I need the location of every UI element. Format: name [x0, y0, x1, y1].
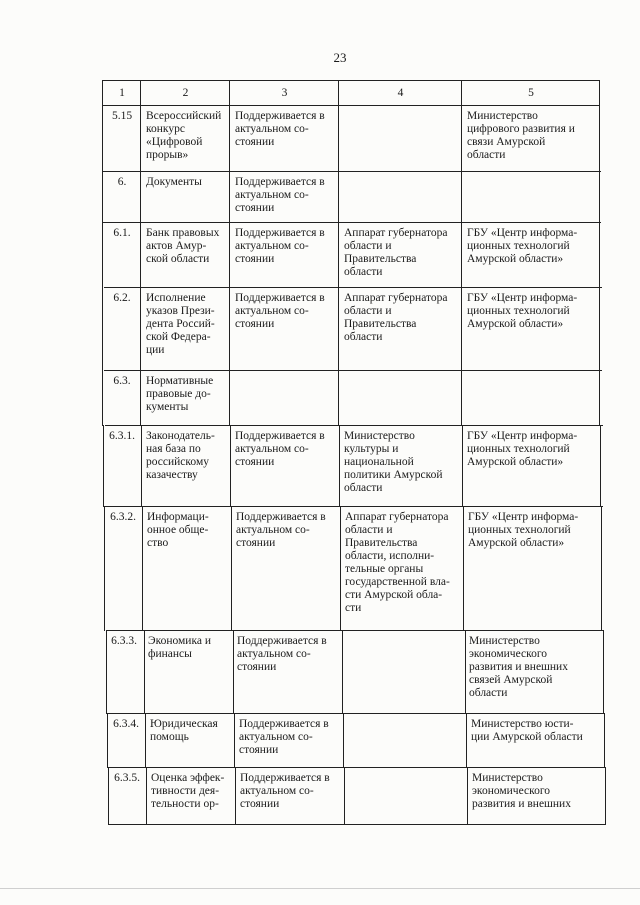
executor-cell: Аппарат губернатора области и Правительства области — [344, 292, 448, 343]
table-row-line — [103, 171, 601, 172]
table-column-line — [102, 370, 103, 426]
table-column-line — [229, 171, 230, 223]
status-cell: Поддерживается в актуальном со- стоянии — [240, 772, 330, 810]
row-number-cell: 6.3.5. — [114, 772, 140, 784]
table-column-line — [461, 171, 462, 223]
name-cell: Экономика и финансы — [148, 635, 212, 660]
column-header: 2 — [182, 87, 189, 99]
table-row-line — [102, 105, 600, 106]
table-row-line — [105, 506, 603, 507]
table-column-line — [234, 713, 235, 768]
row-number-cell: 6. — [117, 176, 127, 188]
table-column-line — [601, 506, 602, 631]
table-column-line — [104, 506, 105, 631]
table-column-line — [599, 80, 600, 106]
table-column-line — [144, 630, 145, 714]
executor-cell: Министерство культуры и национальной политики Амурской области — [344, 430, 443, 494]
status-cell: Поддерживается в актуальном со- стоянии — [237, 635, 327, 673]
table-column-line — [102, 105, 103, 172]
table-column-line — [465, 630, 466, 714]
table-column-line — [140, 287, 141, 371]
table-column-line — [229, 370, 230, 426]
table-column-line — [461, 80, 462, 106]
table-row-line — [106, 630, 604, 631]
table-column-line — [599, 105, 600, 172]
table-column-line — [140, 222, 141, 288]
table-column-line — [463, 506, 464, 631]
table-column-line — [599, 370, 600, 426]
row-number-cell: 6.3.2. — [110, 511, 136, 523]
table-column-line — [338, 222, 339, 288]
table-column-line — [229, 222, 230, 288]
table-column-line — [466, 713, 467, 768]
table-column-line — [140, 80, 141, 106]
table-column-line — [103, 425, 104, 507]
table-column-line — [146, 767, 147, 825]
name-cell: Банк правовых актов Амур- ской области — [146, 227, 220, 265]
status-cell: Поддерживается в актуальном со- стоянии — [235, 227, 325, 265]
table-column-line — [230, 425, 231, 507]
name-cell: Документы — [146, 176, 202, 188]
table-column-line — [344, 767, 345, 825]
table-column-line — [338, 287, 339, 371]
column-header: 3 — [281, 87, 288, 99]
table-column-line — [461, 370, 462, 426]
table-column-line — [467, 767, 468, 825]
table-column-line — [140, 105, 141, 172]
row-number-cell: 6.2. — [113, 292, 131, 304]
table-column-line — [229, 80, 230, 106]
table-column-line — [145, 713, 146, 768]
row-number-cell: 6.3.1. — [109, 430, 135, 442]
table-row-line — [107, 713, 605, 714]
table-row-line — [104, 287, 602, 288]
row-number-cell: 6.1. — [113, 227, 131, 239]
table-column-line — [338, 80, 339, 106]
table-column-line — [233, 630, 234, 714]
operator-cell: Министерство цифрового развития и связи Амурской области — [467, 110, 575, 161]
table-row-line — [108, 767, 606, 768]
table-column-line — [338, 370, 339, 426]
operator-cell: Министерство юсти- ции Амурской области — [471, 718, 583, 743]
status-cell: Поддерживается в актуальном со- стоянии — [235, 292, 325, 330]
name-cell: Оценка эффек- тивности дея- тельности ор- — [151, 772, 225, 810]
table-column-line — [229, 287, 230, 371]
table-column-line — [605, 767, 606, 825]
table-column-line — [102, 222, 103, 288]
name-cell: Нормативные правовые до- кументы — [146, 375, 214, 413]
operator-cell: ГБУ «Центр информа- ционных технологий Амурской области» — [467, 292, 578, 330]
column-header: 1 — [119, 87, 125, 99]
table-column-line — [599, 222, 600, 288]
status-cell: Поддерживается в актуальном со- стоянии — [235, 176, 325, 214]
table-column-line — [108, 767, 109, 825]
status-cell: Поддерживается в актуальном со- стоянии — [235, 430, 325, 468]
table-column-line — [229, 105, 230, 172]
table-column-line — [462, 425, 463, 507]
name-cell: Всероссийский конкурс «Цифровой прорыв» — [146, 110, 222, 161]
table-column-line — [102, 171, 103, 223]
name-cell: Законодатель- ная база по российскому казачеству — [146, 430, 215, 481]
operator-cell: Министерство экономического развития и внешних — [472, 772, 571, 810]
status-cell: Поддерживается в актуальном со- стоянии — [235, 110, 325, 148]
table-row-line — [103, 222, 601, 223]
table-column-line — [338, 171, 339, 223]
table-column-line — [599, 171, 600, 223]
scan-edge-line — [0, 888, 640, 889]
table-column-line — [599, 287, 600, 371]
row-number-cell: 6.3.4. — [113, 718, 139, 730]
table-column-line — [339, 425, 340, 507]
column-header: 5 — [528, 87, 534, 99]
table-column-line — [603, 630, 604, 714]
row-number-cell: 6.3.3. — [111, 635, 137, 647]
row-number-cell: 6.3. — [113, 375, 131, 387]
name-cell: Информаци- онное обще- ство — [147, 511, 209, 549]
table-column-line — [107, 713, 108, 768]
table-column-line — [106, 630, 107, 714]
table-column-line — [140, 370, 141, 426]
table-column-line — [340, 506, 341, 631]
executor-cell: Аппарат губернатора области и Правительства области — [344, 227, 448, 278]
operator-cell: ГБУ «Центр информа- ционных технологий Амурской области» — [467, 227, 578, 265]
operator-cell: ГБУ «Центр информа- ционных технологий Амурской области» — [468, 511, 579, 549]
table-column-line — [604, 713, 605, 768]
row-number-cell: 5.15 — [111, 110, 133, 122]
table-column-line — [102, 80, 103, 106]
table-row-line — [105, 425, 603, 426]
table-column-line — [141, 425, 142, 507]
page-number: 23 — [333, 50, 347, 65]
executor-cell: Аппарат губернатора области и Правительства области, исполни- тельные органы государственной вла- сти Амурской обла- сти — [345, 511, 450, 614]
operator-cell: ГБУ «Центр информа- ционных технологий Амурской области» — [467, 430, 578, 468]
table-row-line — [108, 824, 606, 825]
table-column-line — [231, 506, 232, 631]
table-column-line — [600, 425, 601, 507]
status-cell: Поддерживается в актуальном со- стоянии — [236, 511, 326, 549]
table-column-line — [461, 105, 462, 172]
column-header: 4 — [397, 87, 404, 99]
table-column-line — [235, 767, 236, 825]
table-column-line — [461, 287, 462, 371]
table-column-line — [142, 506, 143, 631]
table-column-line — [338, 105, 339, 172]
table-row-line — [102, 80, 600, 81]
name-cell: Исполнение указов Прези- дента Россий- ской Федера- ции — [146, 292, 215, 356]
status-cell: Поддерживается в актуальном со- стоянии — [239, 718, 329, 756]
table-column-line — [342, 630, 343, 714]
table-row-line — [104, 370, 602, 371]
table-column-line — [461, 222, 462, 288]
name-cell: Юридическая помощь — [150, 718, 218, 743]
operator-cell: Министерство экономического развития и внешних связей Амурской области — [469, 635, 568, 699]
table-column-line — [343, 713, 344, 768]
table-column-line — [140, 171, 141, 223]
table-column-line — [102, 287, 103, 371]
